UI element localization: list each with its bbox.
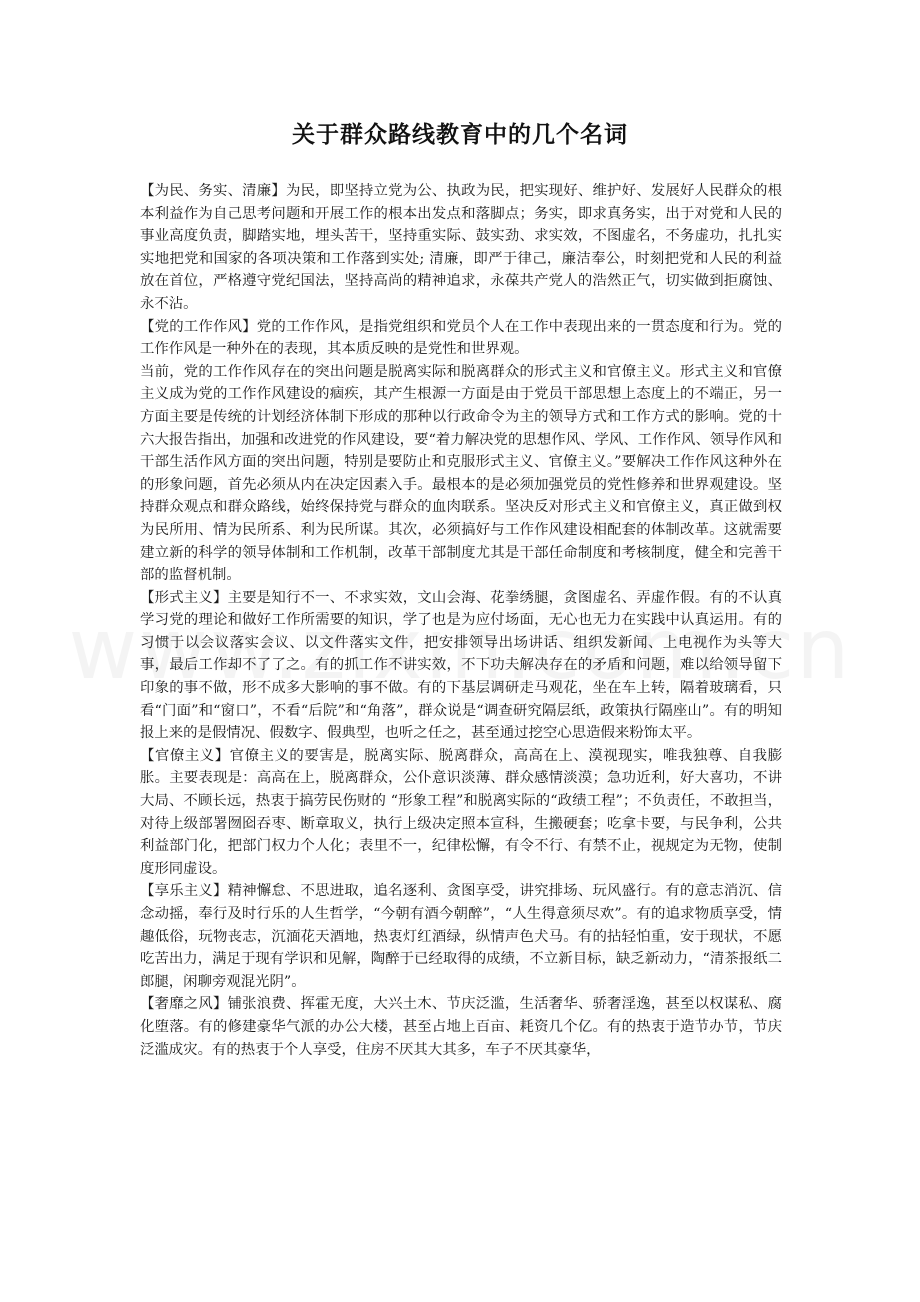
paragraph-hedonism: 【享乐主义】精神懈怠、不思进取，追名逐利、贪图享受，讲究排场、玩风盛行。有的意志消沉、信念动摇，奉行及时行乐的人生哲学，“今朝有酒今朝醉”，“人生得意须尽欢”。有的追求物质享受，情趣低俗，玩物丧志，沉湎花天酒地，热衷灯红酒绿，纵情声色犬马。有的拈轻怕重，安于现状，不愿吃苦出力，满足于现有学识和见解，陶醉于已经取得的成绩，不立新目标，缺乏新动力，“清茶报纸二郎腿，闲聊旁观混光阴”。 [140,883,782,990]
paragraph-party-work-style: 【党的工作作风】党的工作作风，是指党组织和党员个人在工作中表现出来的一贯态度和行为。党的工作作风是一种外在的表现，其本质反映的是党性和世界观。 [140,318,782,358]
document-title: 关于群众路线教育中的几个名词 [292,122,628,148]
paragraph-bureaucratism: 【官僚主义】官僚主义的要害是，脱离实际、脱离群众，高高在上、漠视现实，唯我独尊、自我膨胀。主要表现是：高高在上，脱离群众，公仆意识淡薄、群众感情淡漠；急功近利，好大喜功，不讲大局、不顾长远，热衷于搞劳民伤财的 “形象工程”和脱离实际的“政绩工程”；不负责任，不敢担当，对待上级部署囫囵吞枣、断章取义，执行上级决定照本宣科，生搬硬套；吃拿卡要，与民争利，公共利益部门化，把部门权力个人化；表里不一，纪律松懈，有令不行、有禁不止，视规定为无物，使制度形同虚设。 [140,747,782,877]
document-body [140,180,782,1061]
paragraph-formalism: 【形式主义】主要是知行不一、不求实效，文山会海、花拳绣腿，贪图虚名、弄虚作假。有的不认真学习党的理论和做好工作所需要的知识，学了也是为应付场面，无心也无力在实践中认真运用。有的习惯于以会议落实会议、以文件落实文件，把安排领导出场讲话、组织发新闻、上电视作为头等大事，最后工作却不了了之。有的抓工作不讲实效，不下功夫解决存在的矛盾和问题，难以给领导留下印象的事不做，形不成多大影响的事不做。有的下基层调研走马观花，坐在车上转，隔着玻璃看，只看“门面”和“窗口”，不看“后院”和“角落”，群众说是“调查研究隔层纸，政策执行隔座山”。有的明知报上来的是假情况、假数字、假典型，也听之任之，甚至通过挖空心思造假来粉饰太平。 [140,589,782,742]
paragraph-extravagance: 【奢靡之风】铺张浪费、挥霍无度，大兴土木、节庆泛滥，生活奢华、骄奢淫逸，甚至以权谋私、腐化堕落。有的修建豪华气派的办公大楼，甚至占地上百亩、耗资几个亿。有的热衷于造节办节，节庆泛滥成灾。有的热衷于个人享受，住房不厌其大其多，车子不厌其豪华， [140,996,782,1058]
paragraph-current-problems: 当前，党的工作作风存在的突出问题是脱离实际和脱离群众的形式主义和官僚主义。形式主义和官僚主义成为党的工作作风建设的痼疾，其产生根源一方面是由于党员干部思想上态度上的不端正，另一方面主要是传统的计划经济体制下形成的那种以行政命令为主的领导方式和工作方式的影响。党的十六大报告指出，加强和改进党的作风建设，要“着力解决党的思想作风、学风、工作作风、领导作风和干部生活作风方面的突出问题，特别是要防止和克服形式主义、官僚主义。”要解决工作作风这种外在的形象问题，首先必须从内在决定因素入手。最根本的是必须加强党员的党性修养和世界观建设。坚持群众观点和群众路线，始终保持党与群众的血肉联系。坚决反对形式主义和官僚主义，真正做到权为民所用、情为民所系、利为民所谋。其次，必须搞好与工作作风建设相配套的体制改革。这就需要建立新的科学的领导体制和工作机制，改革干部制度尤其是干部任命制度和考核制度，健全和完善干部的监督机制。 [140,363,782,584]
paragraph-wei-min-wu-shi-qing-lian: 【为民、务实、清廉】为民，即坚持立党为公、执政为民，把实现好、维护好、发展好人民群众的根本利益作为自己思考问题和开展工作的根本出发点和落脚点；务实，即求真务实，出于对党和人民的事业高度负责，脚踏实地，埋头苦干，坚持重实际、鼓实劲、求实效，不图虚名，不务虚功，扎扎实实地把党和国家的各项决策和工作落到实处; 清廉，即严于律己，廉洁奉公，时刻把党和人民的利益放在首位，严格遵守党纪国法，坚持高尚的精神追求，永葆共产党人的浩然正气，切实做到拒腐蚀、永不沾。 [140,183,782,312]
